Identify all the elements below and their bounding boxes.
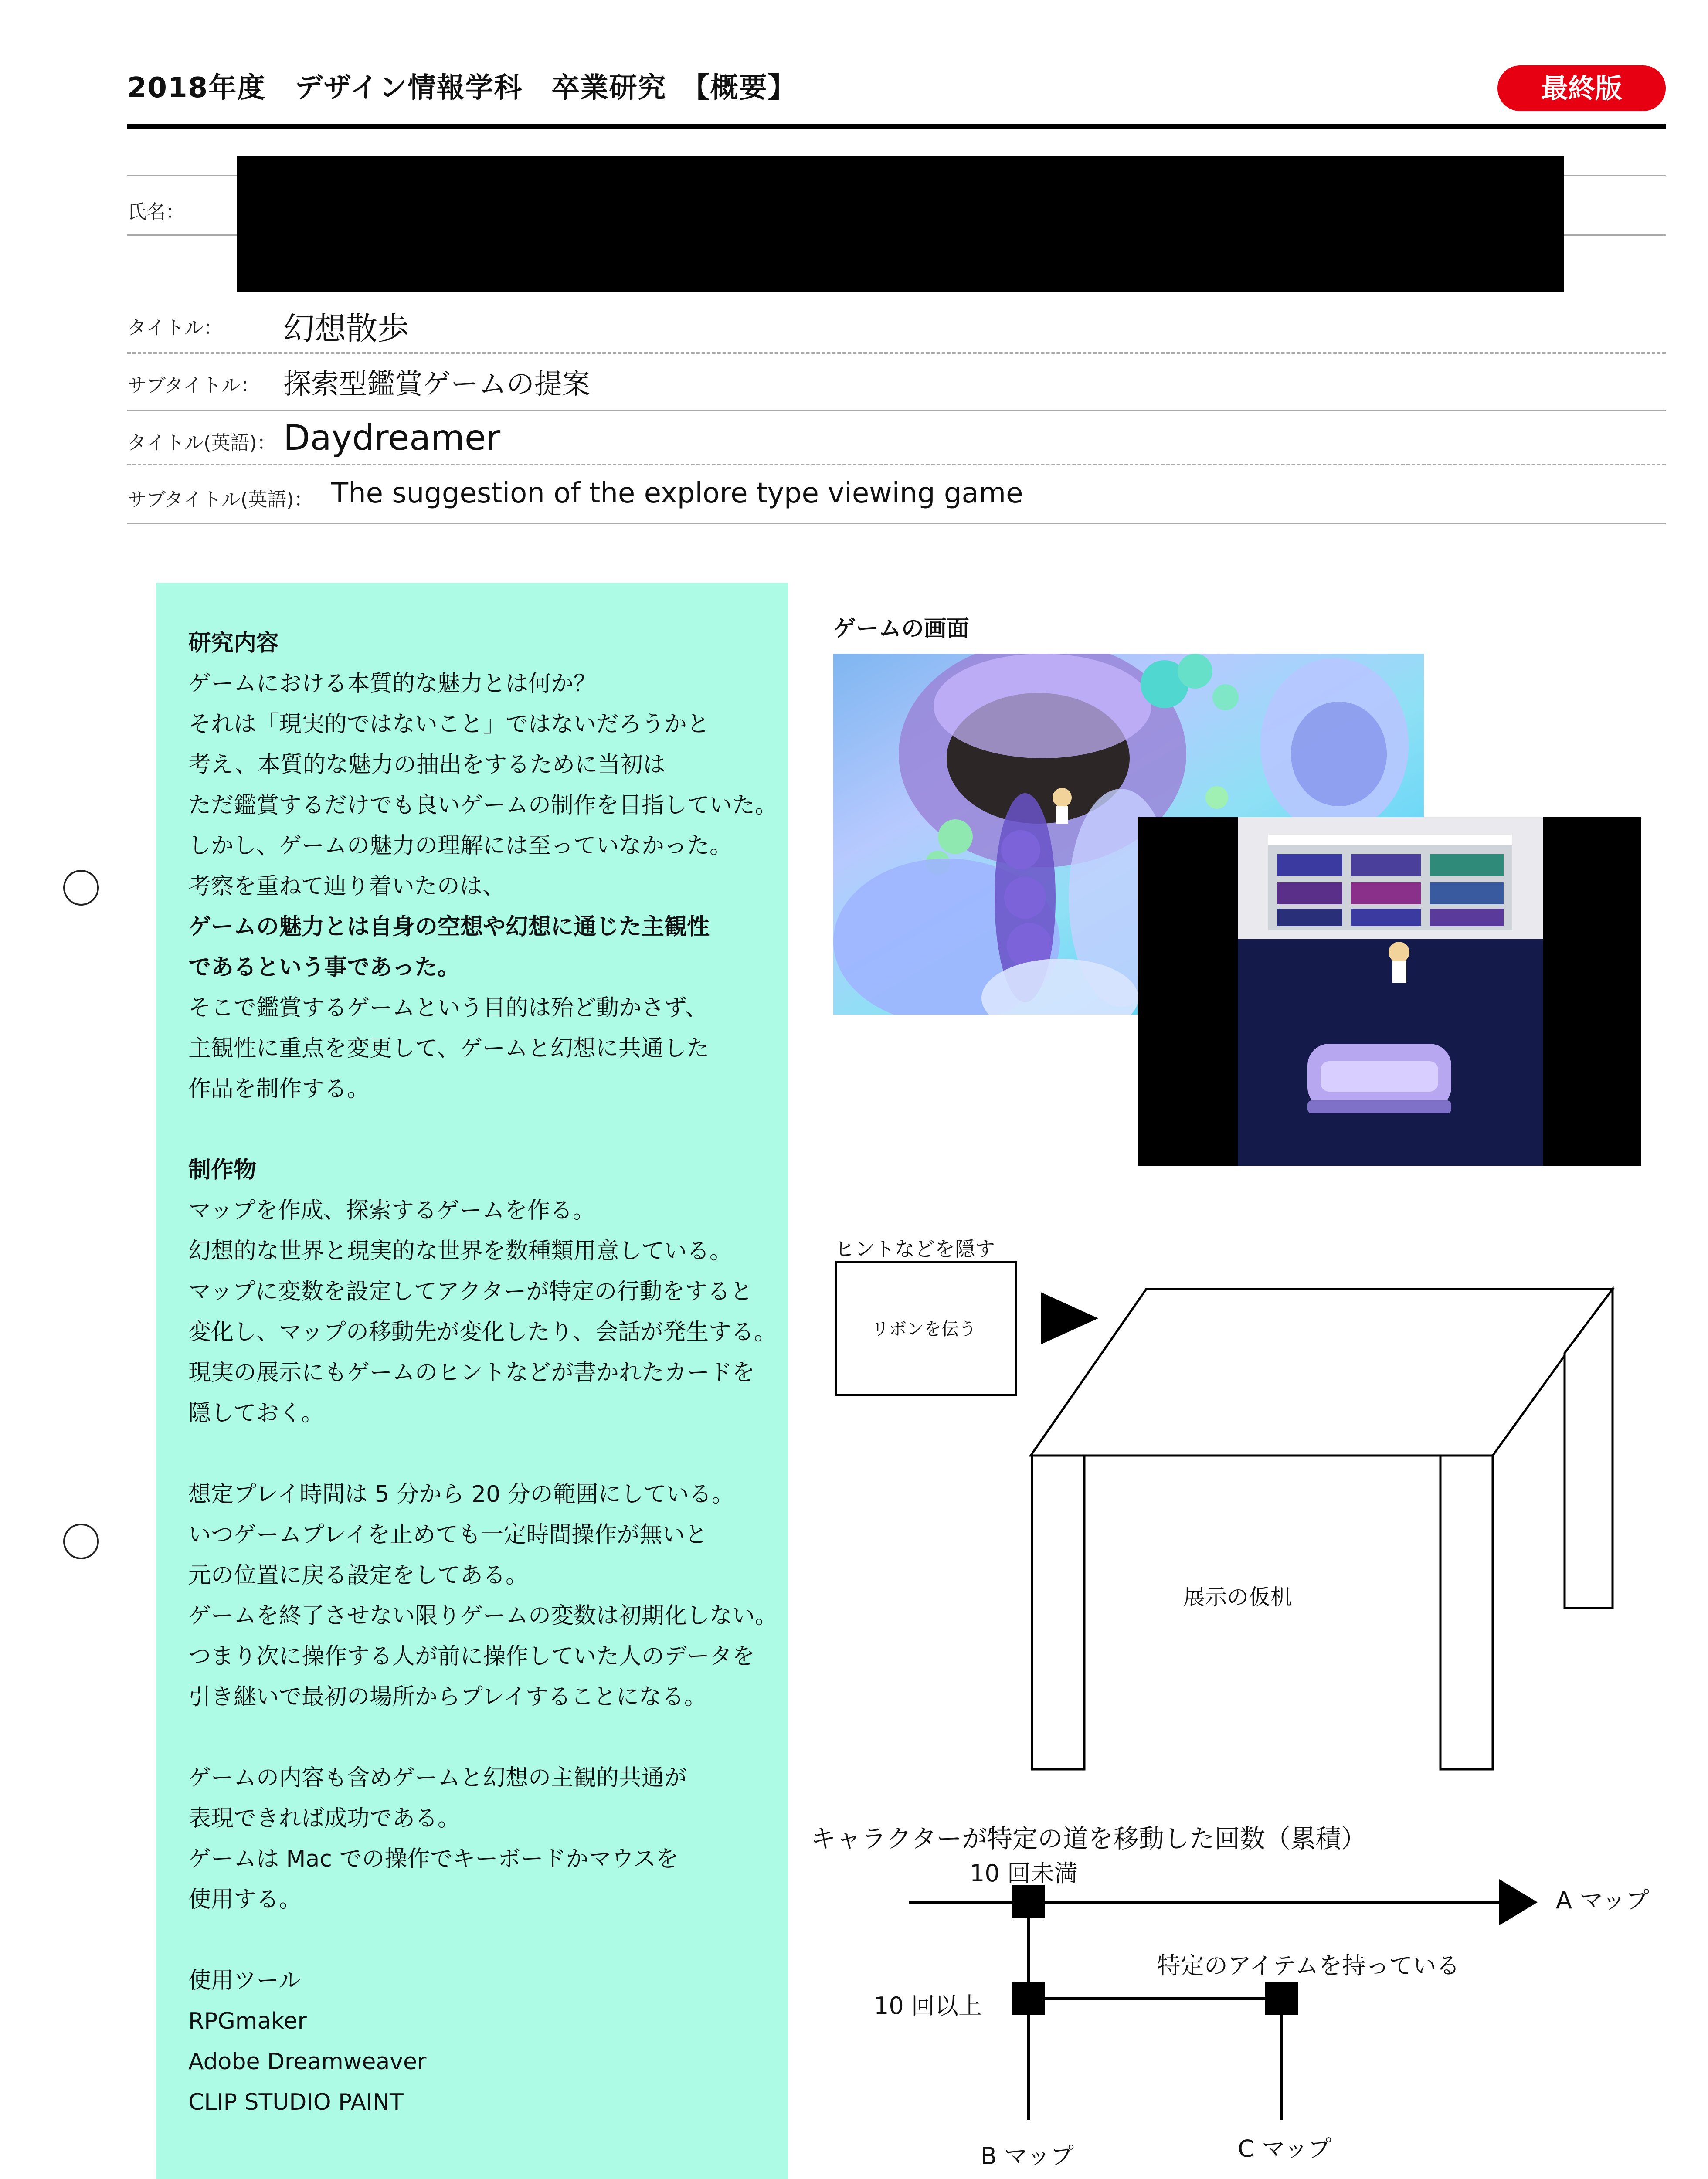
arrow-right-icon	[1041, 1292, 1098, 1344]
title-value: 幻想散歩	[283, 310, 409, 347]
body-line: 元の位置に戻る設定をしてある。	[188, 1562, 529, 1588]
body-line: ゲームにおける本質的な魅力とは何か？	[188, 671, 597, 697]
name-label: 氏名：	[127, 201, 185, 223]
title-label: タイトル：	[127, 317, 223, 339]
title-en-label: タイトル(英語)：	[127, 432, 276, 454]
section-heading: 研究内容	[188, 630, 279, 656]
subtitle-en-value: The suggestion of the explore type viewing game	[331, 477, 1023, 509]
subtitle-label: サブタイトル：	[127, 374, 260, 397]
body-line: 考察を重ねて辿り着いたのは、	[188, 873, 505, 899]
arrow-right-icon	[1499, 1879, 1538, 1925]
body-line: しかし、ゲームの魅力の理解には至っていなかった。	[188, 833, 733, 859]
body-line: いつゲームプレイを止めても一定時間操作が無いと	[188, 1522, 708, 1548]
body-line: そこで鑑賞するゲームという目的は殆ど動かさず、	[188, 995, 708, 1021]
body-line: 使用する。	[188, 1887, 302, 1913]
body-line: 使用ツール	[188, 1968, 301, 1994]
title-en-value: Daydreamer	[283, 417, 501, 458]
map-b-label: B マップ	[981, 2142, 1074, 2170]
body-line: それは「現実的ではないこと」ではないだろうかと	[188, 711, 710, 737]
body-line: マップを作成、探索するゲームを作る。	[188, 1198, 595, 1224]
under-10-label: 10 回未満	[970, 1860, 1078, 1887]
body-line: CLIP STUDIO PAINT	[188, 2089, 404, 2115]
flow-title: キャラクターが特定の道を移動した回数（累積）	[811, 1824, 1366, 1853]
body-line-emphasis: ゲームの魅力とは自身の空想や幻想に通じた主観性	[188, 914, 710, 940]
body-line: 隠しておく。	[188, 1400, 324, 1426]
page-title: 2018年度 デザイン情報学科 卒業研究 【概要】	[127, 72, 797, 104]
body-line: 引き継いで最初の場所からプレイすることになる。	[188, 1684, 707, 1710]
body-line: 変化し、マップの移動先が変化したり、会話が発生する。	[188, 1319, 777, 1345]
body-line: ただ鑑賞するだけでも良いゲームの制作を目指していた。	[188, 792, 778, 818]
final-version-badge: 最終版	[1497, 65, 1666, 111]
body-line: 表現できれば成功である。	[188, 1806, 461, 1832]
body-line: ゲームを終了させない限りゲームの変数は初期化しない。	[188, 1603, 778, 1629]
body-line: 主観性に重点を変更して、ゲームと幻想に共通した	[188, 1035, 709, 1062]
body-line: 現実の展示にもゲームのヒントなどが書かれたカードを	[188, 1360, 755, 1386]
body-line: 作品を制作する。	[188, 1076, 370, 1102]
table-label: 展示の仮机	[1183, 1585, 1292, 1610]
body-line: 幻想的な世界と現実的な世界を数種類用意している。	[188, 1238, 733, 1264]
over-10-label: 10 回以上	[874, 1992, 982, 2019]
body-line: マップに変数を設定してアクターが特定の行動をすると	[188, 1279, 753, 1305]
screenshot-label: ゲームの画面	[833, 616, 970, 642]
item-condition-label: 特定のアイテムを持っている	[1157, 1952, 1460, 1979]
section-heading: 制作物	[188, 1157, 257, 1183]
map-c-label: C マップ	[1238, 2135, 1331, 2162]
body-line: つまり次に操作する人が前に操作していた人のデータを	[188, 1643, 755, 1670]
body-line: 考え、本質的な魅力の抽出をするために当初は	[188, 752, 666, 778]
map-a-label: A マップ	[1556, 1887, 1649, 1914]
ribbon-label: リボンを伝う	[872, 1319, 976, 1339]
body-line: Adobe Dreamweaver	[188, 2049, 427, 2075]
table-top	[1031, 1289, 1613, 1456]
hint-label: ヒントなどを隠す	[835, 1237, 995, 1261]
subtitle-en-label: サブタイトル(英語)：	[127, 489, 313, 511]
body-line: ゲームは Mac での操作でキーボードかマウスを	[188, 1846, 679, 1872]
body-line: 想定プレイ時間は 5 分から 20 分の範囲にしている。	[188, 1481, 734, 1507]
body-line: ゲームの内容も含めゲームと幻想の主観的共通が	[188, 1765, 687, 1791]
body-line-emphasis: であるという事であった。	[188, 954, 460, 981]
table-leg-left	[1032, 1456, 1084, 1769]
subtitle-value: 探索型鑑賞ゲームの提案	[283, 368, 590, 401]
body-line: RPGmaker	[188, 2008, 307, 2034]
table-leg-right	[1440, 1456, 1493, 1769]
